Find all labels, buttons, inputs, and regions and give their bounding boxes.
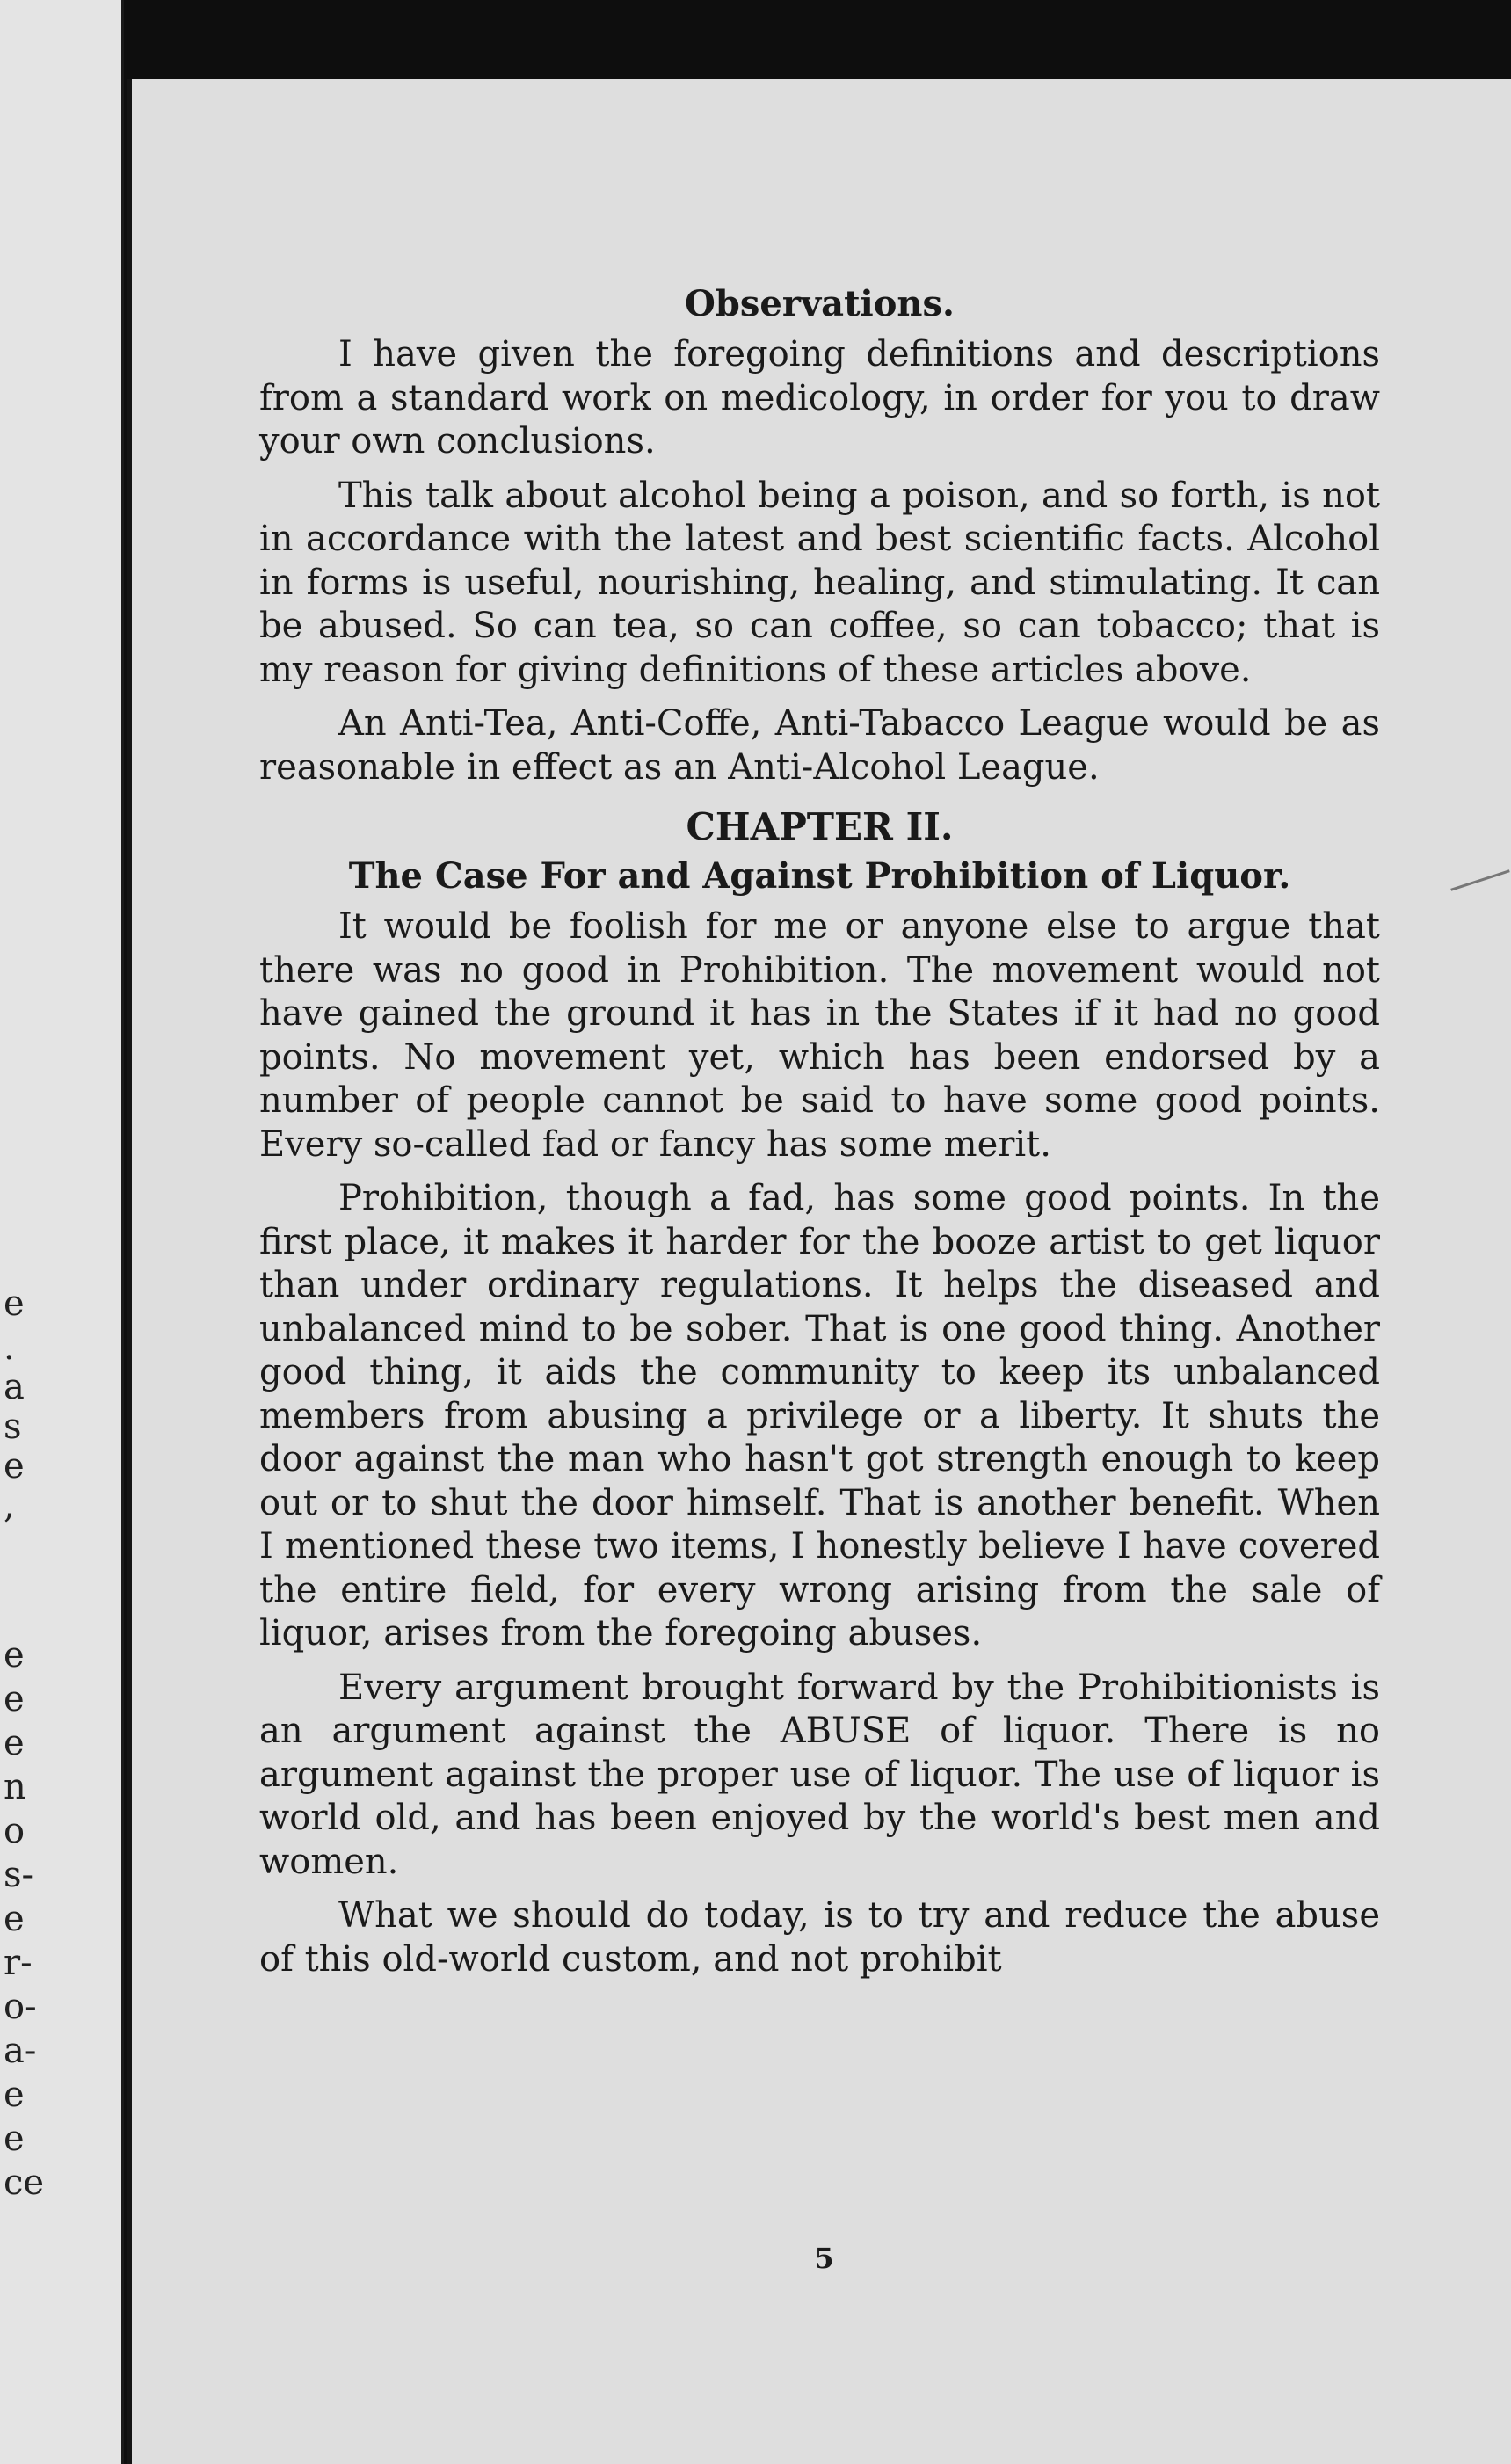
left-page-fragment: e bbox=[4, 1723, 25, 1763]
paragraph: I have given the foregoing definitions and descriptions from a standard work on medicology, in order for you to draw your own conclusions. bbox=[259, 334, 1380, 462]
left-page-fragment: e bbox=[4, 1635, 25, 1675]
paragraph: What we should do today, is to try and reduce the abuse of this old-world custom, and not prohibit bbox=[259, 1895, 1380, 1980]
paragraph: Prohibition, though a fad, has some good points. In the first place, it makes it harder for the booze artist to get liquor than under ordinary regulations. It helps the diseased and unbalanced mind to be sober. That is one good thing. Another good thing, it aids the community to keep its unbalanced members from abusing a privilege or a liberty. It shuts the door against the man who hasn't got strength enough to keep out or to shut the door himself. That is another benefit. When I mentioned these two items, I honestly believe I have covered the entire field, for every wrong arising from the sale of liquor, arises from the foregoing abuses. bbox=[259, 1178, 1380, 1654]
paragraph: Every argument brought forward by the Prohibitionists is an argument against the ABUSE of liquor. There is no argument against the proper use of liquor. The use of liquor is world old, and has been enjoyed by the world's best men and women. bbox=[259, 1667, 1380, 1882]
chapter-heading: CHAPTER II. bbox=[686, 805, 954, 848]
paragraph: An Anti-Tea, Anti-Coffe, Anti-Tabacco League would be as reasonable in effect as an Anti-Alcohol League. bbox=[259, 703, 1380, 788]
left-page-fragment: o- bbox=[4, 1987, 37, 2027]
left-page-fragment: e bbox=[4, 2119, 25, 2159]
left-page-fragment: e bbox=[4, 2075, 25, 2115]
paragraph: This talk about alcohol being a poison, and so forth, is not in accordance with the latest and best scientific facts. Alcohol in forms is useful, nourishing, healing, and stimulating. It can be abused. So can tea, so can coffee, so can tobacco; that is my reason for giving definitions of these articles above. bbox=[259, 475, 1380, 690]
left-page-fragment: s bbox=[4, 1406, 22, 1447]
left-page-edge bbox=[0, 0, 124, 2464]
page-number: 5 bbox=[814, 2242, 834, 2275]
left-page-fragment: s- bbox=[4, 1855, 34, 1895]
left-page-fragment: . bbox=[4, 1327, 15, 1368]
left-page-fragment: e bbox=[4, 1283, 25, 1324]
left-page-fragment: ce bbox=[4, 2162, 45, 2203]
left-page-fragment: e bbox=[4, 1446, 25, 1486]
page-content bbox=[259, 283, 1380, 1992]
scanned-page bbox=[127, 79, 1511, 2464]
chapter-title: The Case For and Against Prohibition of Liquor. bbox=[348, 855, 1291, 897]
pen-mark bbox=[1450, 869, 1510, 890]
left-page-fragment: a bbox=[4, 1367, 25, 1407]
left-page-fragment: r- bbox=[4, 1943, 33, 1983]
left-page-fragment: o bbox=[4, 1811, 25, 1851]
left-page-fragment: e bbox=[4, 1679, 25, 1719]
left-page-fragment: n bbox=[4, 1767, 26, 1807]
left-page-fragment: e bbox=[4, 1899, 25, 1939]
left-page-fragment: , bbox=[4, 1486, 15, 1526]
section-heading: Observations. bbox=[685, 283, 955, 324]
left-page-fragment: a- bbox=[4, 2031, 37, 2071]
paragraph: It would be foolish for me or anyone else to argue that there was no good in Prohibition. The movement would not have gained the ground it has in the States if it had no good points. No movement yet, which has been endorsed by a number of people cannot be said to have some good points. Every so-called fad or fancy has some merit. bbox=[259, 906, 1380, 1165]
